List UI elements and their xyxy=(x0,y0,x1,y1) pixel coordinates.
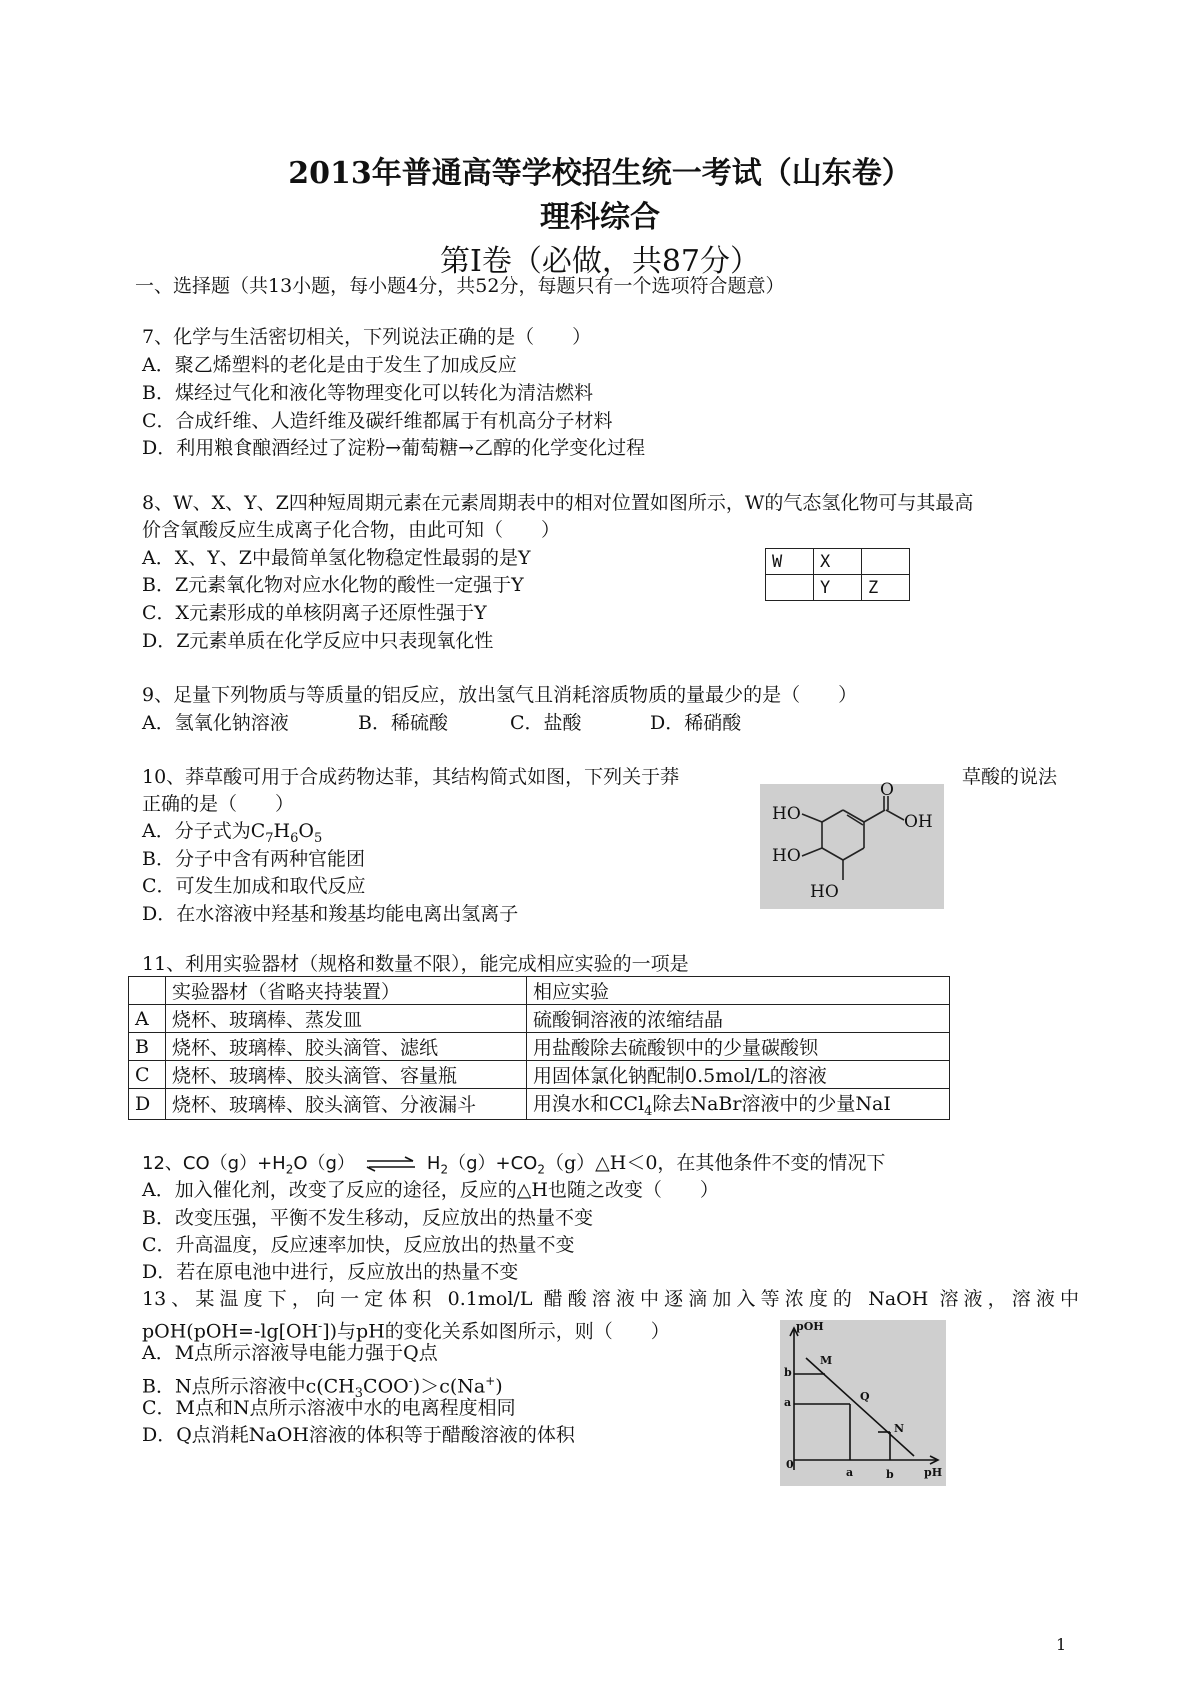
chart-point-q: Q xyxy=(860,1390,870,1403)
structure-o-label: O xyxy=(880,780,894,800)
experiment-text: 除去NaBr溶液中的少量NaI xyxy=(652,1093,891,1115)
table-row xyxy=(129,1061,950,1089)
question-10-option-d: D．在水溶液中羟基和羧基均能电离出氢离子 xyxy=(142,903,519,925)
table-row xyxy=(129,1089,950,1120)
question-7-option-b: B．煤经过气化和液化等物理变化可以转化为清洁燃料 xyxy=(142,382,593,404)
question-13-option-c: C．M点和N点所示溶液中水的电离程度相同 xyxy=(142,1397,516,1419)
equation-text: 12、CO（g）+H xyxy=(142,1153,286,1174)
question-10-option-b: B．分子中含有两种官能团 xyxy=(142,848,365,870)
periodic-cell-w: W xyxy=(766,549,814,575)
formula-text: H xyxy=(273,820,291,842)
equation-text: （g）△H＜0，在其他条件不变的情况下 xyxy=(545,1152,886,1174)
equation-text: （g）+CO xyxy=(448,1153,538,1174)
volume-heading: 第I卷（必做，共87分） xyxy=(439,244,761,279)
row-experiment xyxy=(527,1089,950,1120)
question-9-option-b: B．稀硫酸 xyxy=(358,712,448,734)
question-12-option-b: B．改变压强，平衡不发生移动，反应放出的热量不变 xyxy=(142,1207,593,1229)
question-7-option-a: A．聚乙烯塑料的老化是由于发生了加成反应 xyxy=(142,354,517,376)
periodic-cell-x: X xyxy=(814,549,862,575)
stem-text: ])与pH的变化关系如图所示，则（ ） xyxy=(322,1320,670,1343)
option-text: B．N点所示溶液中c(CH xyxy=(142,1375,355,1398)
question-9-option-c: C．盐酸 xyxy=(510,712,582,734)
option-text: ) xyxy=(495,1375,503,1398)
table-header-cell xyxy=(129,977,166,1005)
chart-y-tick-b: b xyxy=(784,1366,792,1379)
periodic-position-table xyxy=(765,548,910,601)
table-header-cell: 相应实验 xyxy=(527,977,950,1005)
question-8-option-c: C．X元素形成的单核阴离子还原性强于Y xyxy=(142,602,487,624)
question-8-option-d: D．Z元素单质在化学反应中只表现氧化性 xyxy=(142,630,494,652)
question-9-option-d: D．稀硝酸 xyxy=(650,712,742,734)
option-text: COO xyxy=(363,1375,409,1398)
experiment-table xyxy=(128,976,950,1120)
row-label: C xyxy=(129,1061,166,1089)
chart-point-m: M xyxy=(820,1354,833,1367)
page-number: 1 xyxy=(1056,1635,1067,1654)
periodic-cell-y: Y xyxy=(814,575,862,601)
question-9-stem: 9、足量下列物质与等质量的铝反应，放出氢气且消耗溶质物质的量最少的是（ ） xyxy=(142,684,858,706)
chart-y-tick-a: a xyxy=(784,1396,792,1409)
row-label: A xyxy=(129,1005,166,1033)
row-experiment: 硫酸铜溶液的浓缩结晶 xyxy=(527,1005,950,1033)
formula-superscript: + xyxy=(485,1374,496,1388)
shikimic-acid-structure xyxy=(760,780,944,909)
formula-subscript: 3 xyxy=(354,1386,364,1402)
question-13-option-a: A．M点所示溶液导电能力强于Q点 xyxy=(142,1342,438,1364)
poh-ph-chart xyxy=(780,1320,946,1486)
table-row xyxy=(129,1033,950,1061)
chart-y-axis-label: pOH xyxy=(796,1320,824,1333)
section-intro: 一、选择题（共13小题，每小题4分，共52分，每题只有一个选项符合题意） xyxy=(135,275,785,297)
question-11-stem: 11、利用实验器材（规格和数量不限），能完成相应实验的一项是 xyxy=(142,953,689,975)
formula-subscript: 7 xyxy=(265,830,274,846)
stem-text: pOH(pOH=-lg[OH xyxy=(142,1320,319,1343)
periodic-cell-empty xyxy=(766,575,814,601)
structure-ho-label: HO xyxy=(772,846,801,866)
formula-subscript: 6 xyxy=(290,830,299,846)
row-equipment: 烧杯、玻璃棒、胶头滴管、分液漏斗 xyxy=(166,1089,527,1120)
question-10-option-c: C．可发生加成和取代反应 xyxy=(142,875,366,897)
row-label: B xyxy=(129,1033,166,1061)
question-7-stem: 7、化学与生活密切相关，下列说法正确的是（ ） xyxy=(142,326,592,348)
question-13-option-d: D．Q点消耗NaOH溶液的体积等于醋酸溶液的体积 xyxy=(142,1424,575,1446)
table-header-cell: 实验器材（省略夹持装置） xyxy=(166,977,527,1005)
question-8-stem-line1: 8、W、X、Y、Z四种短周期元素在元素周期表中的相对位置如图所示，W的气态氢化物可与其最高 xyxy=(142,492,974,514)
formula-subscript: 2 xyxy=(285,1162,294,1177)
equilibrium-arrow-icon xyxy=(365,1156,417,1172)
row-experiment: 用盐酸除去硫酸钡中的少量碳酸钡 xyxy=(527,1033,950,1061)
row-equipment: 烧杯、玻璃棒、蒸发皿 xyxy=(166,1005,527,1033)
question-12-option-c: C．升高温度，反应速率加快，反应放出的热量不变 xyxy=(142,1234,575,1256)
row-equipment: 烧杯、玻璃棒、胶头滴管、滤纸 xyxy=(166,1033,527,1061)
structure-oh-label: OH xyxy=(904,812,933,832)
exam-title: 2013年普通高等学校招生统一考试（山东卷） xyxy=(288,156,912,191)
table-row xyxy=(129,1005,950,1033)
formula-subscript: 2 xyxy=(440,1162,449,1177)
formula-subscript: 4 xyxy=(644,1103,653,1119)
question-8-option-a: A．X、Y、Z中最简单氢化物稳定性最弱的是Y xyxy=(142,547,531,569)
question-12-option-a: A．加入催化剂，改变了反应的途径，反应的△H也随之改变（ ） xyxy=(142,1179,719,1201)
row-equipment: 烧杯、玻璃棒、胶头滴管、容量瓶 xyxy=(166,1061,527,1089)
structure-ho-label: HO xyxy=(810,882,839,902)
periodic-cell-empty xyxy=(862,549,910,575)
row-label: D xyxy=(129,1089,166,1120)
equation-text: H xyxy=(426,1153,441,1174)
chart-x-axis-label: pH xyxy=(924,1466,943,1479)
question-10-stem-left: 10、莽草酸可用于合成药物达菲，其结构简式如图，下列关于莽 xyxy=(142,766,680,788)
option-text: )＞c(Na xyxy=(412,1375,486,1398)
chart-x-tick-b: b xyxy=(886,1468,894,1481)
formula-subscript: 5 xyxy=(313,830,323,846)
formula-superscript: - xyxy=(318,1319,323,1333)
chart-x-tick-a: a xyxy=(846,1466,854,1479)
question-10-stem-line2: 正确的是（ ） xyxy=(142,793,295,815)
row-experiment: 用固体氯化钠配制0.5mol/L的溶液 xyxy=(527,1061,950,1089)
question-7-option-c: C．合成纤维、人造纤维及碳纤维都属于有机高分子材料 xyxy=(142,410,613,432)
chart-point-n: N xyxy=(894,1422,905,1435)
chart-graphic xyxy=(780,1320,946,1486)
poh-ph-line xyxy=(806,1358,914,1456)
formula-text: A．分子式为C xyxy=(142,820,266,842)
question-8-option-b: B．Z元素氧化物对应水化物的酸性一定强于Y xyxy=(142,574,524,596)
question-10-stem-right: 草酸的说法 xyxy=(962,766,1058,788)
question-8-stem-line2: 价含氧酸反应生成离子化合物，由此可知（ ） xyxy=(142,519,561,541)
question-12-option-d: D．若在原电池中进行，反应放出的热量不变 xyxy=(142,1261,519,1283)
formula-subscript: 2 xyxy=(537,1162,545,1177)
exam-subtitle: 理科综合 xyxy=(540,200,660,235)
formula-superscript: - xyxy=(408,1374,413,1388)
chart-origin-label: 0 xyxy=(786,1458,794,1471)
question-13-stem-line1: 13、某温度下，向一定体积 0.1mol/L 醋酸溶液中逐滴加入等浓度的 NaOH 溶液，溶液中 xyxy=(142,1288,1079,1310)
structure-ho-label: HO xyxy=(772,804,801,824)
question-9-option-a: A．氢氧化钠溶液 xyxy=(142,712,289,734)
question-7-option-d: D．利用粮食酿酒经过了淀粉→葡萄糖→乙醇的化学变化过程 xyxy=(142,437,646,459)
experiment-text: 用溴水和CCl xyxy=(533,1093,645,1115)
formula-text: O xyxy=(298,820,314,842)
table-header-row xyxy=(129,977,950,1005)
equation-text: O（g） xyxy=(293,1153,355,1174)
periodic-cell-z: Z xyxy=(862,575,910,601)
